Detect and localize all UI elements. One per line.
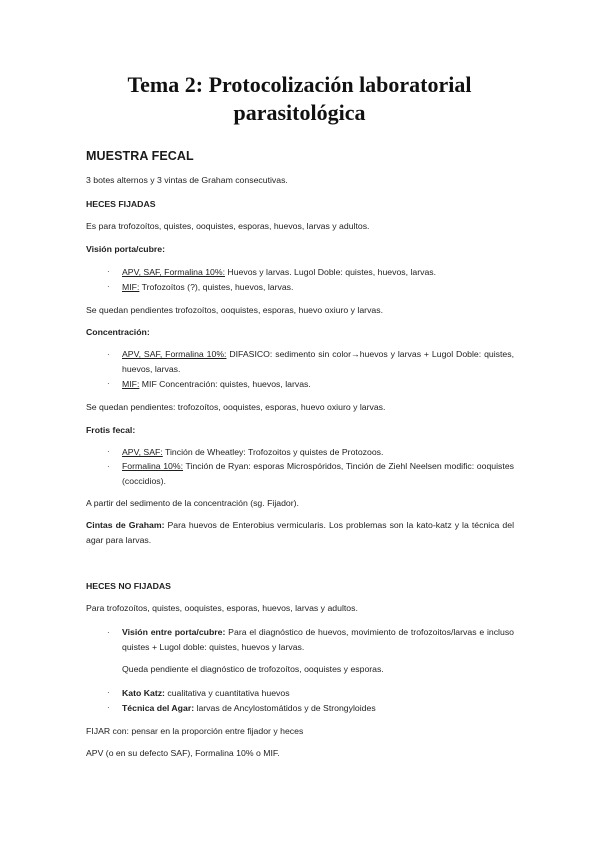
heading-muestra-fecal: MUESTRA FECAL xyxy=(86,149,194,163)
heading-frotis-fecal: Frotis fecal: xyxy=(86,425,136,435)
bullet-marker: · xyxy=(107,282,110,291)
frotis-item-2: Formalina 10%: Tinción de Ryan: esporas Microspóridos, Tinción de Ziehl Neelsen modific: ooquistes (coccidios). xyxy=(122,461,514,486)
heading-heces-no-fijadas: HECES NO FIJADAS xyxy=(86,581,171,591)
heading-concentracion: Concentración: xyxy=(86,327,150,337)
heces-fijadas-intro: Es para trofozoítos, quistes, ooquistes, esporas, huevos, larvas y adultos. xyxy=(86,221,370,231)
tecnica-agar-item: Técnica del Agar: larvas de Ancylostomátidos y de Strongyloides xyxy=(122,703,376,713)
graham-paragraph: Cintas de Graham: Para huevos de Enterobius vermicularis. Los problemas son la kato-katz y la técnica del agar para larvas. xyxy=(86,520,514,545)
apv-note: APV (o en su defecto SAF), Formalina 10% o MIF. xyxy=(86,748,280,758)
title-line-1: Tema 2: Protocolización laboratorial xyxy=(127,72,472,97)
vision-entre-porta-pending: Queda pendiente el diagnóstico de trofozoítos, ooquistes y esporas. xyxy=(122,664,384,674)
bullet-marker: · xyxy=(107,379,110,388)
heading-heces-fijadas: HECES FIJADAS xyxy=(86,199,156,209)
concentracion-item-2: MIF: MIF Concentración: quistes, huevos, larvas. xyxy=(122,379,311,389)
concentracion-pending: Se quedan pendientes: trofozoítos, ooquistes, esporas, huevo oxiuro y larvas. xyxy=(86,402,386,412)
bullet-marker: · xyxy=(107,447,110,456)
bullet-marker: · xyxy=(107,350,110,359)
kato-katz-item: Kato Katz: cualitativa y cuantitativa huevos xyxy=(122,688,290,698)
sedimento-note: A partir del sedimento de la concentración (sg. Fijador). xyxy=(86,498,299,508)
muestra-fecal-intro: 3 botes alternos y 3 vintas de Graham consecutivas. xyxy=(86,175,288,185)
bullet-marker: · xyxy=(107,462,110,471)
heces-no-fijadas-intro: Para trofozoítos, quistes, ooquistes, esporas, huevos, larvas y adultos. xyxy=(86,603,358,613)
bullet-marker: · xyxy=(107,267,110,276)
vision-item-1: APV, SAF, Formalina 10%: Huevos y larvas. Lugol Doble: quistes, huevos, larvas. xyxy=(122,267,437,277)
bullet-marker: · xyxy=(107,688,110,697)
bullet-marker: · xyxy=(107,703,110,712)
fijar-note: FIJAR con: pensar en la proporción entre fijador y heces xyxy=(86,726,304,736)
page-title xyxy=(60,71,539,127)
title-line-2: parasitológica xyxy=(233,100,366,125)
vision-pending: Se quedan pendientes trofozoítos, ooquistes, esporas, huevo oxiuro y larvas. xyxy=(86,305,384,315)
vision-entre-porta-item: Visión entre porta/cubre: Para el diagnóstico de huevos, movimiento de trofozoitos/larvas e incluso quistes + Lugol doble: quistes, huevos y larvas. xyxy=(122,627,514,652)
frotis-item-1: APV, SAF: Tinción de Wheatley: Trofozoitos y quistes de Protozoos. xyxy=(122,447,384,457)
vision-item-2: MIF: Trofozoítos (?), quistes, huevos, larvas. xyxy=(122,282,294,292)
heading-vision-porta: Visión porta/cubre: xyxy=(86,244,166,254)
bullet-marker: · xyxy=(107,628,110,637)
concentracion-item-1: APV, SAF, Formalina 10%: DIFASICO: sedimento sin color→huevos y larvas + Lugol Doble: quistes, huevos, larvas. xyxy=(122,349,515,374)
